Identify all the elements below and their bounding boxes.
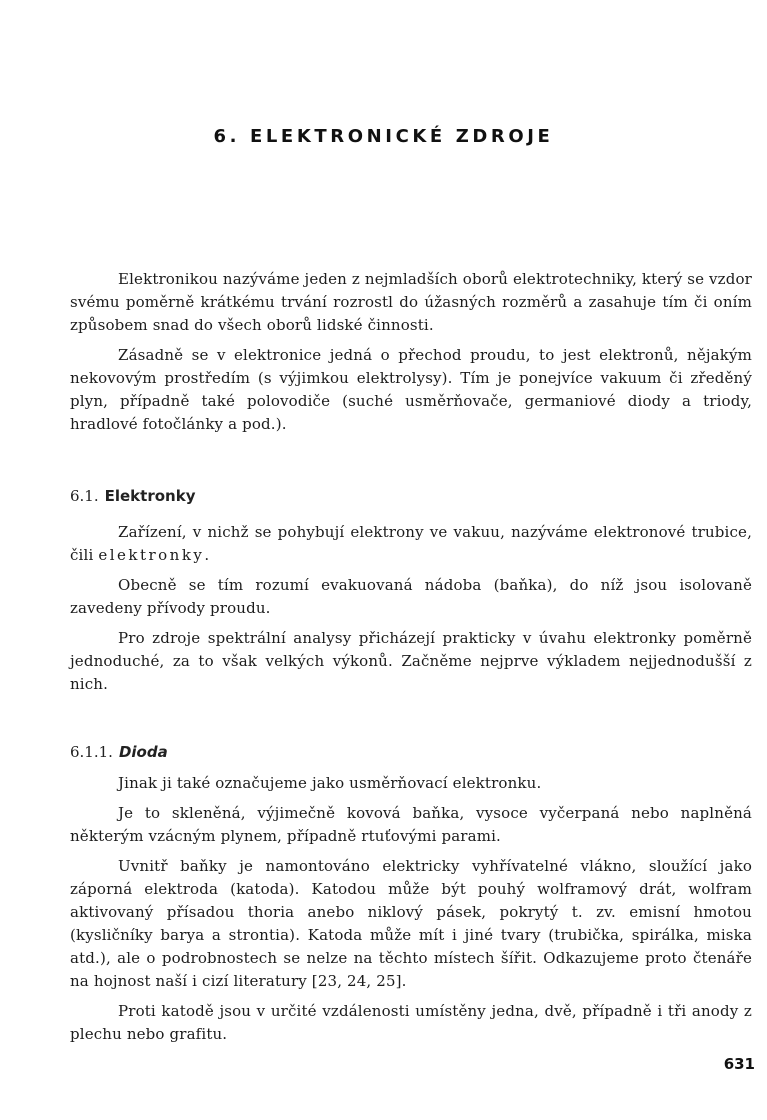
intro-paragraph: Elektronikou nazýváme jeden z nejmladších oborů elektrotechniky, který se vzdor svému poměrně krátkému trvání rozrostl do úžasných rozměrů a zasahuje tím či oním způsobem snad do všech oborů lidské činnosti.	[70, 270, 752, 334]
body-paragraph: Jinak ji také označujeme jako usměrňovací elektronku.	[118, 774, 542, 792]
section-number: 6.1.	[70, 487, 99, 505]
intro-paragraph: Zásadně se v elektronice jedná o přechod proudu, to jest elektronů, nějakým nekovovým prostředím (s výjimkou elektrolysy). Tím je ponejvíce vakuum či zředěný plyn, případně také polovodiče (suché usměrňovače, germaniové diody a triody, hradlové fotočlánky a pod.).	[70, 346, 752, 433]
section-heading-6-1-1	[70, 743, 168, 761]
body-paragraph: Je to skleněná, výjimečně kovová baňka, vysoce vyčerpaná nebo naplněná některým vzácným plynem, případně rtuťovými parami.	[70, 804, 752, 845]
intro-section	[70, 268, 752, 443]
page-number: 631	[723, 1055, 755, 1073]
section-6-1-1-body	[70, 772, 752, 1053]
section-heading-6-1	[70, 487, 195, 505]
chapter-title: 6. ELEKTRONICKÉ ZDROJE	[213, 126, 554, 147]
body-paragraph: Pro zdroje spektrální analysy přicházejí prakticky v úvahu elektronky poměrně jednoduché, za to však velkých výkonů. Začněme nejprve výkladem nejjednodušší z nich.	[70, 629, 752, 693]
body-paragraph: Proti katodě jsou v určité vzdálenosti umístěny jedna, dvě, případně i tři anody z plechu nebo grafitu.	[70, 1002, 752, 1043]
section-title: Dioda	[118, 743, 168, 761]
section-6-1-body	[70, 521, 752, 703]
body-paragraph	[70, 521, 752, 567]
text-run: Zařízení, v nichž se pohybují elektrony ve vakuu, nazýváme elektronové trubice, čili	[70, 523, 752, 564]
section-number: 6.1.1.	[70, 743, 113, 761]
body-paragraph: Obecně se tím rozumí evakuovaná nádoba (baňka), do níž jsou isolovaně zavedeny přívody proudu.	[70, 576, 752, 617]
spaced-term: elektronky	[98, 546, 205, 564]
body-paragraph: Uvnitř baňky je namontováno elektricky vyhřívatelné vlákno, sloužící jako záporná elektroda (katoda). Katodou může být pouhý wolframový drát, wolfram aktivovaný přísadou thoria anebo niklový pásek, pokrytý t. zv. emisní hmotou (kysličníky barya a strontia). Katoda může mít i jiné tvary (trubička, spirálka, miska atd.), ale o podrobnostech se nelze na těchto místech šířit. Odkazujeme proto čtenáře na hojnost naší i cizí literatury [23, 24, 25].	[70, 857, 752, 990]
section-title: Elektronky	[104, 487, 196, 505]
text-run: .	[204, 546, 210, 564]
